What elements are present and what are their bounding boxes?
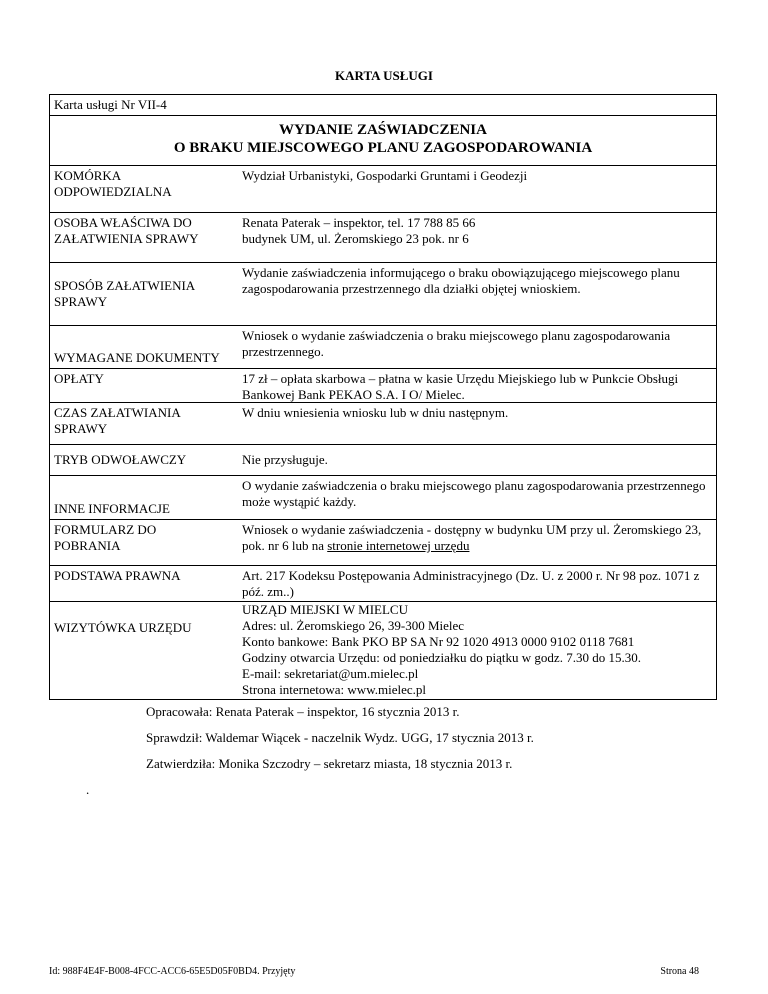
value-appeal-procedure: Nie przysługuje. (242, 452, 328, 467)
service-card-table (49, 94, 717, 700)
label-handling-method: SPOSÓB ZAŁATWIENIA SPRAWY (54, 278, 196, 309)
label-legal-basis: PODSTAWA PRAWNA (54, 568, 181, 583)
label-other-info: INNE INFORMACJE (54, 501, 170, 516)
row-other-info (50, 476, 716, 520)
label-processing-time: CZAS ZAŁATWIANIA SPRAWY (54, 405, 181, 436)
value-processing-time: W dniu wniesienia wniosku lub w dniu następnym. (242, 405, 509, 420)
office-website-link[interactable]: stronie internetowej urzędu (327, 538, 470, 553)
label-fees: OPŁATY (54, 371, 104, 386)
document-title: KARTA USŁUGI (335, 68, 433, 83)
card-heading-line2: O BRAKU MIEJSCOWEGO PLANU ZAGOSPODAROWANIA (173, 140, 593, 156)
row-download-form (50, 520, 716, 566)
row-legal-basis (50, 566, 716, 602)
row-fees (50, 369, 716, 403)
row-handling-method (50, 263, 716, 326)
value-download-form: Wniosek o wydanie zaświadczenia - dostępny w budynku UM przy ul. Żeromskiego 23, pok. nr 6 lub na stronie internetowej urzędu (242, 522, 702, 553)
footer-document-id: Id: 988F4E4F-B008-4FCC-ACC6-65E5D05F0BD4. Przyjęty (49, 966, 296, 977)
row-processing-time (50, 403, 716, 445)
approval-notes (86, 704, 534, 808)
row-responsible-unit (50, 166, 716, 213)
label-office-card: WIZYTÓWKA URZĘDU (54, 620, 192, 635)
label-responsible-person: OSOBA WŁAŚCIWA DO ZAŁATWIENIA SPRAWY (54, 215, 199, 246)
value-fees: 17 zł – opłata skarbowa – płatna w kasie Urzędu Miejskiego lub w Punkcie Obsługi Bankowej Bank PEKAO S.A. I O/ Mielec. (242, 371, 679, 402)
value-other-info: O wydanie zaświadczenia o braku miejscowego planu zagospodarowania przestrzennego może wystąpić każdy. (242, 478, 706, 509)
value-handling-method: Wydanie zaświadczenia informującego o braku obowiązującego miejscowego planu zagospodarowania przestrzennego dla działki objętej wnioskiem. (242, 265, 680, 296)
row-responsible-person (50, 213, 716, 263)
checked-by: Sprawdził: Waldemar Wiącek - naczelnik Wydz. UGG, 17 stycznia 2013 r. (146, 730, 534, 745)
card-heading (50, 116, 716, 166)
label-responsible-unit: KOMÓRKA ODPOWIEDZIALNA (54, 168, 172, 199)
value-legal-basis: Art. 217 Kodeksu Postępowania Administracyjnego (Dz. U. z 2000 r. Nr 98 poz. 1071 z póź. zm..) (242, 568, 700, 599)
label-download-form: FORMULARZ DO POBRANIA (54, 522, 157, 553)
prepared-by: Opracowała: Renata Paterak – inspektor, 16 stycznia 2013 r. (146, 704, 460, 719)
label-appeal-procedure: TRYB ODWOŁAWCZY (54, 452, 187, 467)
row-office-card (50, 602, 716, 699)
card-heading-line1: WYDANIE ZAŚWIADCZENIA (279, 122, 487, 138)
value-office-card: URZĄD MIEJSKI W MIELCU Adres: ul. Żeromskiego 26, 39-300 Mielec Konto bankowe: Bank PKO BP SA Nr 92 1020 4913 0000 9102 0118 7681 Godziny otwarcia Urzędu: od poniedziałku do piątku w godz. 7.30 do 15.30. E-mail: sekretariat@um.mielec.pl Strona internetowa: www.mielec.pl (242, 602, 641, 697)
value-required-documents: Wniosek o wydanie zaświadczenia o braku miejscowego planu zagospodarowania przestrzennego. (242, 328, 671, 359)
approved-by: Zatwierdziła: Monika Szczodry – sekretarz miasta, 18 stycznia 2013 r. (146, 756, 513, 771)
row-appeal-procedure (50, 445, 716, 476)
label-required-documents: WYMAGANE DOKUMENTY (54, 350, 220, 365)
value-responsible-unit: Wydział Urbanistyki, Gospodarki Gruntami i Geodezji (242, 168, 528, 183)
value-responsible-person: Renata Paterak – inspektor, tel. 17 788 85 66 budynek UM, ul. Żeromskiego 23 pok. nr 6 (242, 215, 476, 246)
trailing-dot: . (86, 782, 90, 797)
footer-page-number: Strona 48 (660, 966, 699, 977)
card-number: Karta usługi Nr VII-4 (50, 95, 716, 116)
row-required-documents (50, 326, 716, 369)
